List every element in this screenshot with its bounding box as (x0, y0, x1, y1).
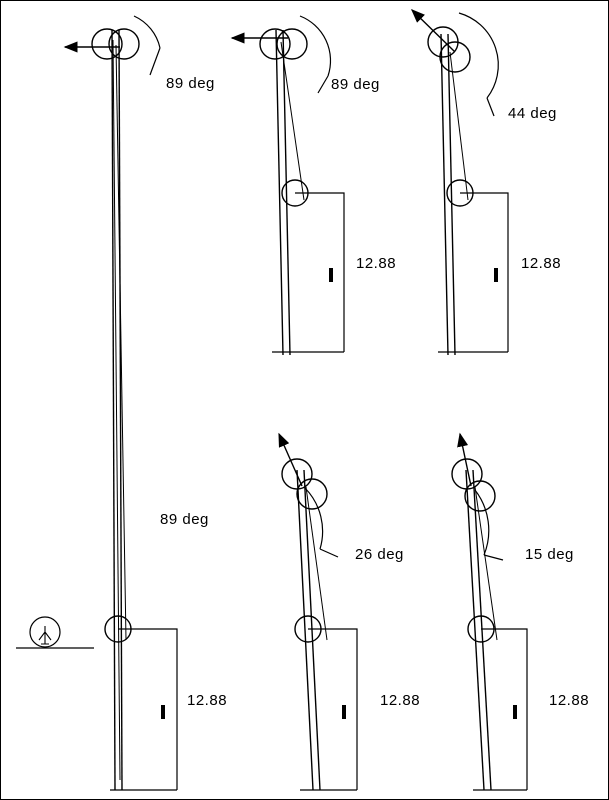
panel-3-angle-label: 44 deg (508, 105, 557, 122)
panel-5-angle-label: 15 deg (525, 546, 574, 563)
panel-1-crane (16, 16, 177, 790)
panel-3-crane (412, 10, 508, 355)
panel-4-height-label: 12.88 (380, 692, 421, 709)
panel-4-angle-label: 26 deg (355, 546, 404, 563)
panel-1-angle-label: 89 deg (166, 75, 215, 92)
panel-2-angle-label: 89 deg (331, 76, 380, 93)
panel-1-angle-label-lower: 89 deg (160, 511, 209, 528)
panel-1-height-label: 12.88 (187, 692, 228, 709)
panel-5-height-label: 12.88 (549, 692, 590, 709)
panel-4-crane (279, 434, 357, 790)
panel-5-crane (452, 434, 527, 790)
panel-2-height-label: 12.88 (356, 255, 397, 272)
panel-3-height-label: 12.88 (521, 255, 562, 272)
panel-2-crane (232, 16, 344, 355)
